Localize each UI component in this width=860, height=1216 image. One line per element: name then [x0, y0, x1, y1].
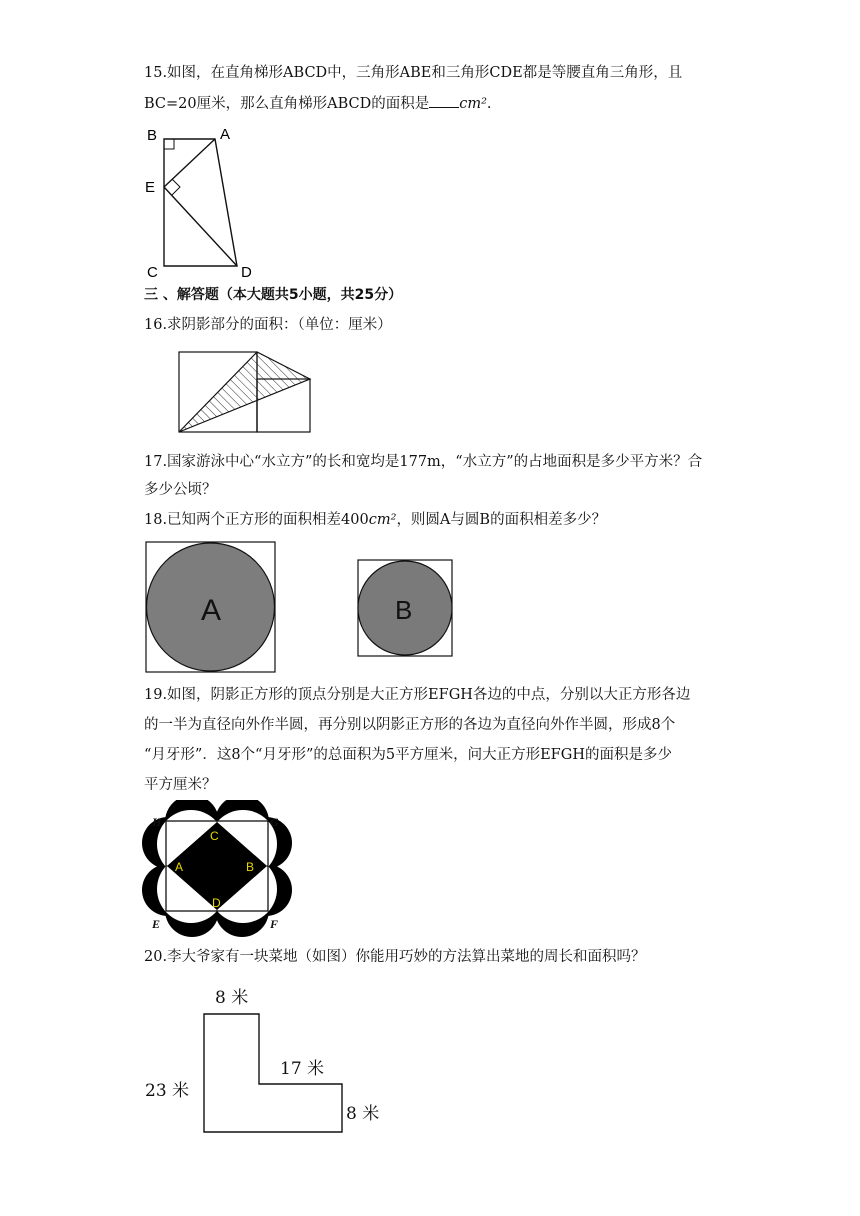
- label-f: F: [270, 917, 279, 931]
- trapezoid-abcd: [164, 139, 237, 266]
- q18-unit: cm²: [368, 512, 397, 528]
- q19-line1: 19.如图，阴影正方形的顶点分别是大正方形EFGH各边的中点，分别以大正方形各边: [144, 687, 691, 703]
- label-g: G: [270, 815, 279, 829]
- q15-line2-text: BC=20厘米，那么直角梯形ABCD的面积是: [144, 96, 430, 112]
- q18-text-pre: 18.已知两个正方形的面积相差400: [144, 512, 369, 528]
- answer-blank[interactable]: [429, 93, 459, 108]
- section-heading: 三 、解答题（本大题共5小题，共25分）: [144, 287, 403, 303]
- dim-left: 23 米: [145, 1081, 190, 1101]
- right-angle-b: [164, 139, 174, 149]
- dim-top: 8 米: [215, 988, 249, 1008]
- q17-line1: 17.国家游泳中心“水立方”的长和宽均是177m，“水立方”的占地面积是多少平方米？合: [144, 454, 703, 470]
- label-c-yellow: C: [210, 829, 219, 843]
- label-b: B: [147, 127, 158, 144]
- dim-right: 8 米: [346, 1104, 380, 1124]
- crescent-figure: [142, 800, 292, 940]
- label-a: A: [220, 126, 231, 143]
- q17-line2: 多少公顷？: [144, 482, 217, 498]
- q15-unit: cm²: [459, 96, 487, 112]
- label-b-yellow: B: [246, 860, 255, 874]
- label-e: E: [145, 179, 156, 196]
- label-d-yellow: D: [212, 896, 221, 910]
- label-a-yellow: A: [175, 860, 184, 874]
- q18-text-post: ，则圆A与圆B的面积相差多少？: [396, 512, 607, 528]
- q18-text: [144, 510, 606, 530]
- label-e: E: [152, 917, 161, 931]
- right-angle-e: [172, 179, 180, 195]
- label-circle-b: B: [395, 595, 413, 625]
- label-circle-a: A: [201, 594, 222, 627]
- q16-text: 16.求阴影部分的面积：（单位：厘米）: [144, 317, 392, 333]
- label-c: C: [147, 264, 158, 281]
- q15-line2: [144, 93, 492, 114]
- circles-figure: [140, 538, 470, 678]
- q19-line2: 的一半为直径向外作半圆，再分别以阴影正方形的各边为直径向外作半圆，形成8个: [144, 717, 676, 733]
- q20-text: 20.李大爷家有一块菜地（如图）你能用巧妙的方法算出菜地的周长和面积吗？: [144, 949, 646, 965]
- q15-end: .: [486, 96, 492, 112]
- segment-ae: [164, 139, 215, 187]
- q19-line3: “月牙形”．这8个“月牙形”的总面积为5平方厘米，问大正方形EFGH的面积是多少: [144, 747, 672, 763]
- q15-line1: 15.如图，在直角梯形ABCD中，三角形ABE和三角形CDE都是等腰直角三角形，且: [144, 65, 683, 81]
- shaded-triangle: [179, 352, 310, 432]
- shaded-area-figure: [170, 345, 320, 440]
- garden-figure: [140, 978, 400, 1138]
- label-d: D: [241, 264, 252, 281]
- q19-line4: 平方厘米？: [144, 777, 217, 793]
- dim-middle: 17 米: [280, 1059, 325, 1079]
- label-h: H: [152, 815, 162, 829]
- trapezoid-figure: [140, 120, 270, 282]
